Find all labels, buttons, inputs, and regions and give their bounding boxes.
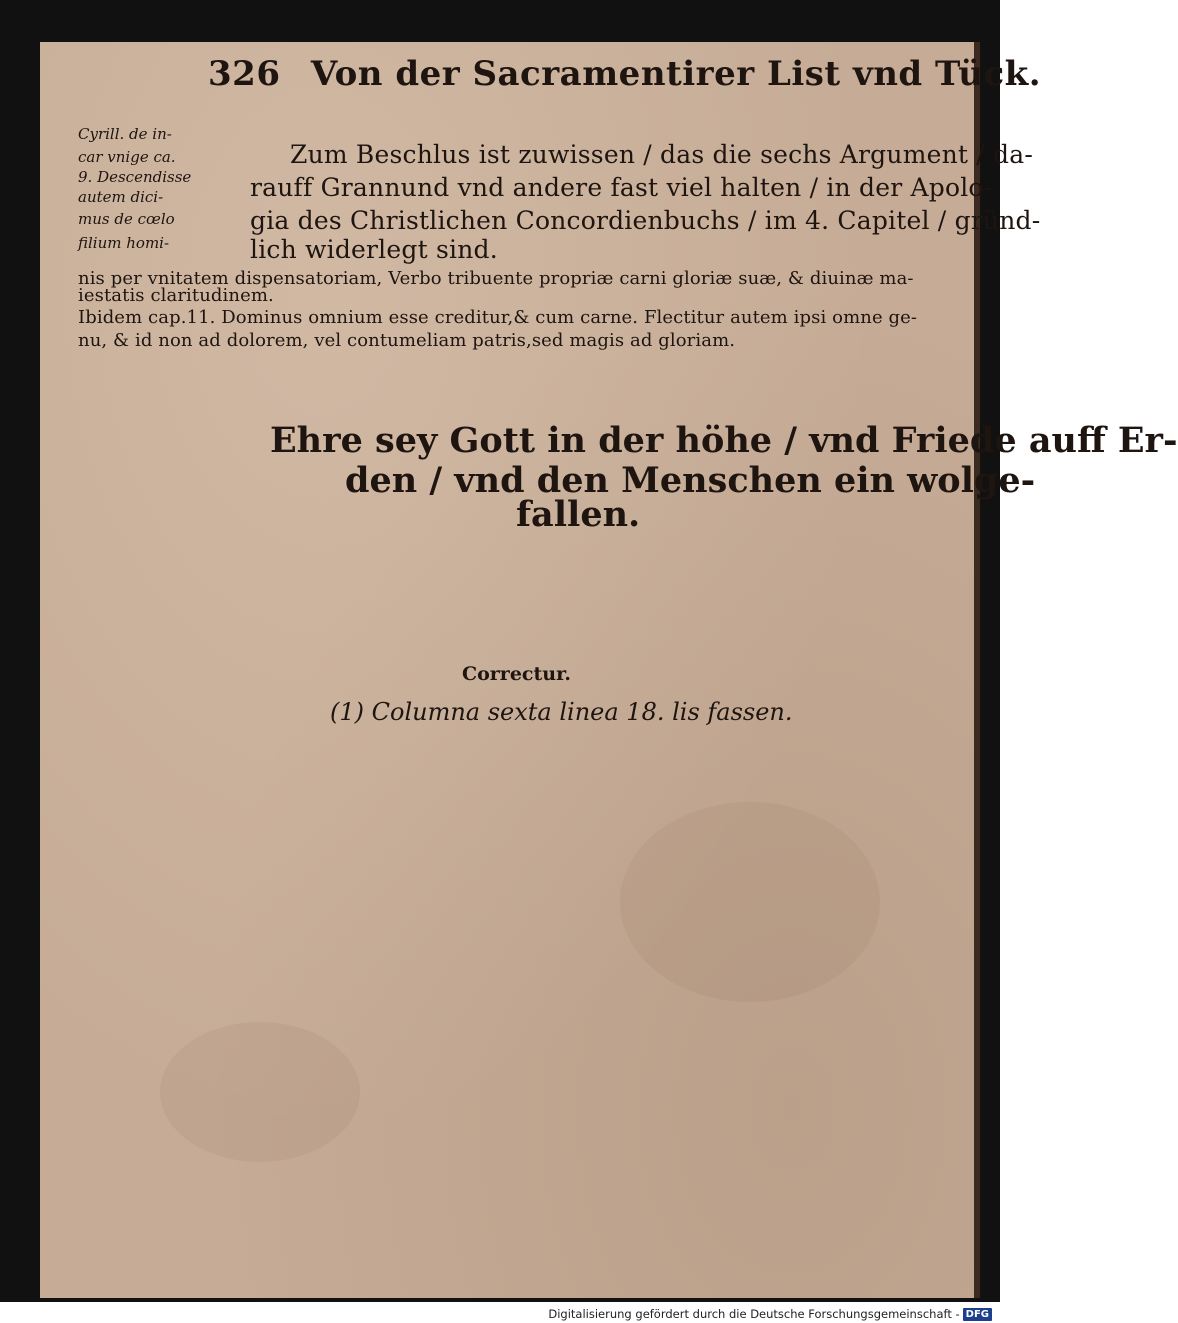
margin-note-line: Cyrill. de in- <box>78 125 172 143</box>
digitization-credit <box>548 1307 992 1321</box>
running-header <box>208 54 1041 94</box>
paper-stain <box>620 802 880 1002</box>
dfg-logo: DFG <box>963 1308 992 1321</box>
errata-title: Correctur. <box>462 663 571 685</box>
paper-stain <box>160 1022 360 1162</box>
closing-verse-line: den / vnd den Menschen ein wolge- <box>345 460 1036 501</box>
margin-note-line: mus de cœlo <box>78 210 175 228</box>
margin-note-line: car vnige ca. <box>78 148 176 166</box>
body-text-line: gia des Christlichen Concordienbuchs / im 4. Capitel / gründ- <box>250 206 1041 235</box>
margin-note-line: autem dici- <box>78 188 164 206</box>
margin-note-line: 9. Descendisse <box>78 168 192 186</box>
latin-text-line: nis per vnitatem dispensatoriam, Verbo tribuente propriæ carni gloriæ suæ, & diuinæ ma- <box>78 268 914 289</box>
closing-verse-line: Ehre sey Gott in der höhe / vnd Friede auff Er- <box>270 420 1178 461</box>
body-text-line: rauff Grannund vnd andere fast viel halten / in der Apolo- <box>250 173 993 202</box>
body-text-line: lich widerlegt sind. <box>250 235 498 264</box>
body-text-line: Zum Beschlus ist zuwissen / das die sechs Argument / da- <box>290 140 1034 169</box>
credit-text: Digitalisierung gefördert durch die Deutsche Forschungsgemeinschaft - <box>548 1307 960 1321</box>
margin-note-line: filium homi- <box>78 234 170 252</box>
page-number: 326 <box>208 54 281 94</box>
closing-verse-line: fallen. <box>516 494 641 535</box>
latin-text-line: nu, & id non ad dolorem, vel contumeliam patris,sed magis ad gloriam. <box>78 330 736 351</box>
running-title: Von der Sacramentirer List vnd Tück. <box>310 54 1042 94</box>
latin-text-line: Ibidem cap.11. Dominus omnium esse creditur,& cum carne. Flectitur autem ipsi omne ge- <box>78 307 918 328</box>
latin-text-line: iestatis claritudinem. <box>78 285 274 306</box>
errata-entry: (1) Columna sexta linea 18. lis fassen. <box>330 698 793 726</box>
